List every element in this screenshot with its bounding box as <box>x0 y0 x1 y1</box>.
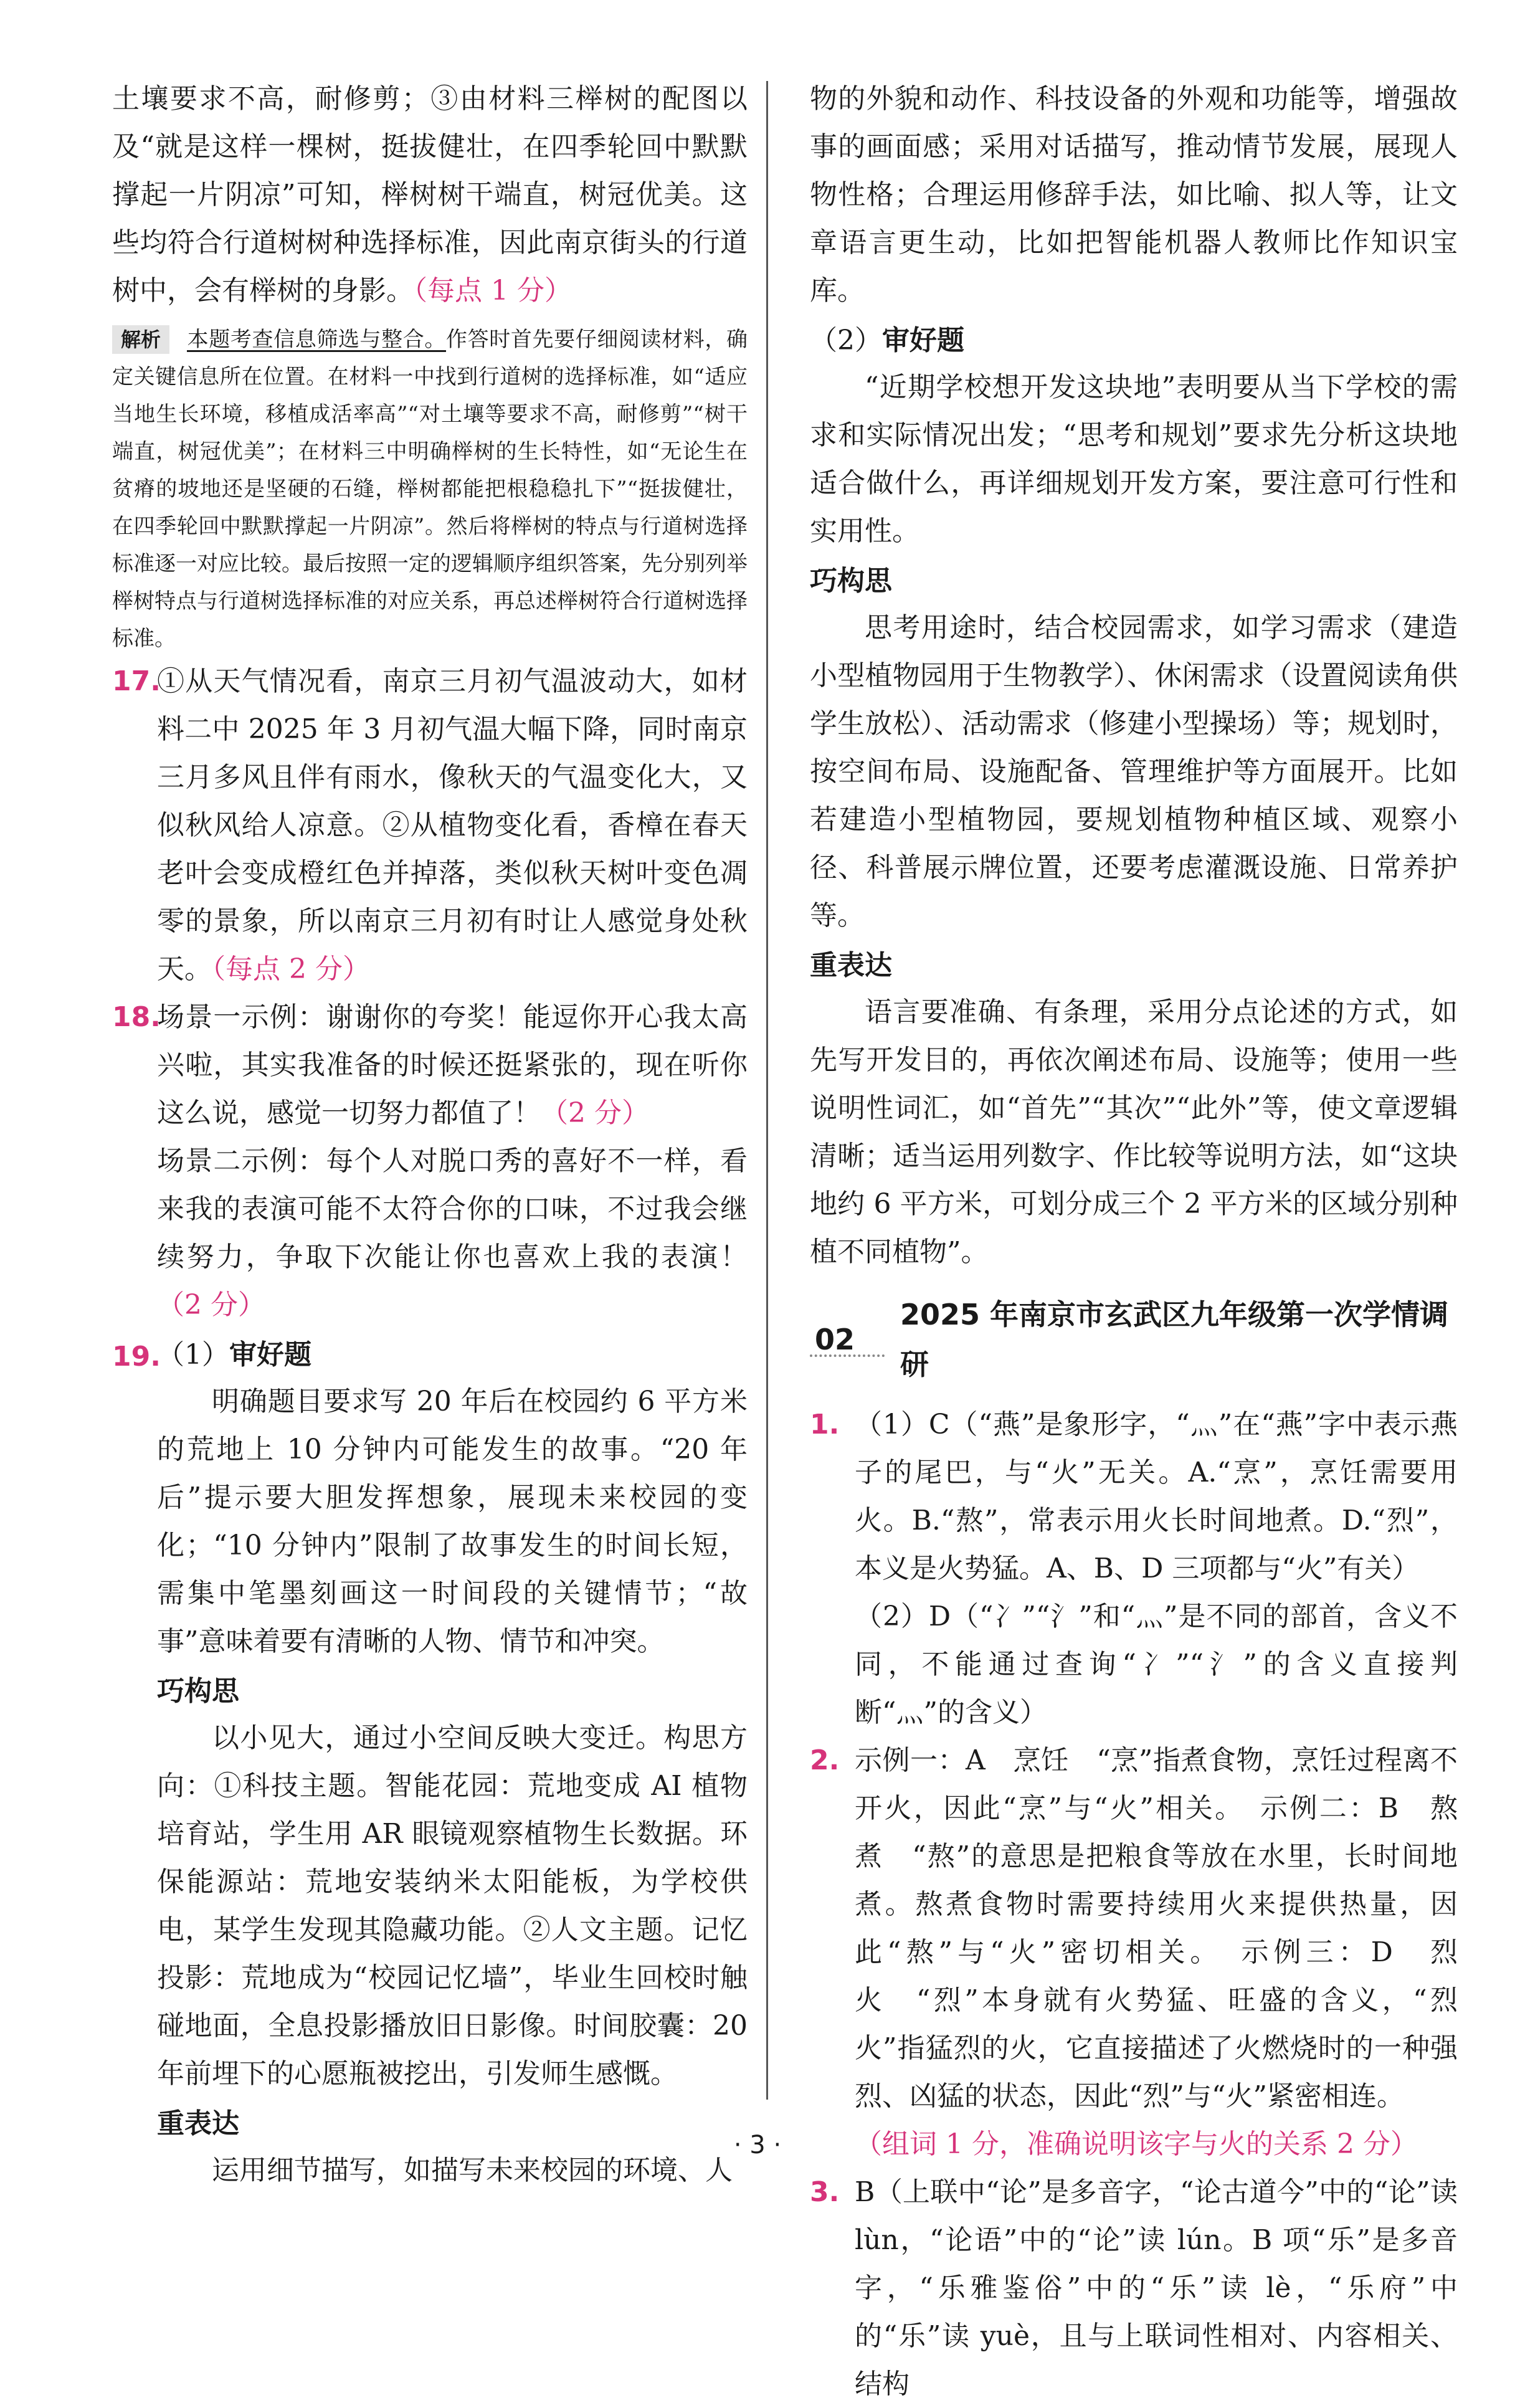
heading: 重表达 <box>810 949 892 981</box>
left-column <box>112 75 748 2194</box>
dotted-rule <box>810 1354 885 1357</box>
score-note: （2 分） <box>541 1097 649 1129</box>
right-column: 物的外貌和动作、科技设备的外观和功能等，增强故事的画面感；采用对话描写，推动情节发展，展现人物性格；合理运用修辞手法，如比喻、拟人等，让文章语言更生动，比如把智能机器人教师比作知识宝库。 （2）审好题 “近期学校想开发这块地”表明要从当下学校的需求和实际情况出发；“思考和规划”要求先分析这块地适合做什么，再详细规划开发方案，要注意可行性和实用性。 巧构思 思考用途时，结合校园需求，如学习需求（建造小型植物园用于生物教学）、休闲需求（设置阅读角供学生放松）、活动需求（修建小型操场）等；规划时，按空间布局、设施配备、管理维护等方面展开。比如若建造小型植物园，要规划植物种植区域、观察小径、科普展示牌位置，还要考虑灌溉设施、日常养护等。 重表达 语言要准确、有条理，采用分点论述的方式，如先写开发目的，再依次阐述布局、设施等；使用一些说明性词汇，如“首先”“其次”“此外”等，使文章逻辑清晰；适当运用列数字、作比较等说明方法，如“这块地约 6 平方米，可划分成三个 2 平方米的区域分别种植不同植物”。 02 2025 年南京市玄武区九年级第一次学情调研 1. （1）C（“燕”是象形字，“灬”在“燕”字中表示燕子的尾巴，与“火”无关。A.“烹”，烹饪需要用火。B.“熬”，常表示用火长时间地煮。D.“烈”，本义是火势猛。A、B、D 三项都与“火”有关） （2）D（“冫”“氵”和“灬”是不同的部首，含义不同，不能通过查询“冫”“氵”的含义直接判断“灬”的含义） 2. 示例一：A 烹饪 “烹”指煮食物，烹饪过程离不开火，因此“烹”与“火”相关。 示例二：B 熬煮 “熬”的意思是把粮食等放在水里，长时间地煮。熬煮食物时需要持续用火来提供热量，因此“熬”与“火”密切相关。 示例三：D 烈火 “烈”本身就有火势猛、旺盛的含义，“烈火”指猛烈的火，它直接描述了火燃烧时的一种强烈、凶猛的状态，因此“烈”与“火”紧密相连。 （组词 1 分，准确说明该字与火的关系 2 分） 3. B（上联中“论”是多音字，“论古道今”中的“论”读 lùn，“论语”中的“论”读 lún。B 项“乐”是多音字，“乐雅鉴俗”中的“乐”读 lè，“乐府”中的“乐”读 yuè，且与上联词性相对、内容相关、结构 <box>810 75 1458 2408</box>
question-number: 18. <box>112 1001 161 1033</box>
paragraph: 以小见大，通过小空间反映大变迁。构思方向：①科技主题。智能花园：荒地变成 AI 植物培育站，学生用 AR 眼镜观察植物生长数据。环保能源站：荒地安装纳米太阳能板，为学校供电，某学生发现其隐藏功能。②人文主题。记忆投影：荒地成为“校园记忆墙”，毕业生回校时触碰地面，全息投影播放旧日影像。时间胶囊：20 年前埋下的心愿瓶被挖出，引发师生感慨。 <box>157 1722 748 2090</box>
heading: 重表达 <box>157 2108 239 2139</box>
paragraph: 土壤要求不高，耐修剪；③由材料三榉树的配图以及“就是这样一棵树，挺拔健壮，在四季轮回中默默撑起一片阴凉”可知，榉树树干端直，树冠优美。这些均符合行道树树种选择标准，因此南京街头的行道树中，会有榉树的身影。（每点 1 分） <box>112 83 748 307</box>
question-number: 3. <box>810 2176 840 2208</box>
score-note: （2 分） <box>157 1289 265 1321</box>
paragraph: 语言要准确、有条理，采用分点论述的方式，如先写开发目的，再依次阐述布局、设施等；使用一些说明性词汇，如“首先”“其次”“此外”等，使文章逻辑清晰；适当运用列数字、作比较等说明方法，如“这块地约 6 平方米，可划分成三个 2 平方米的区域分别种植不同植物”。 <box>810 996 1458 1268</box>
heading: 巧构思 <box>157 1675 239 1707</box>
question-19: 19. （1）审好题 明确题目要求写 20 年后在校园约 6 平方米的荒地上 10 分钟内可能发生的故事。“20 年后”提示要大胆发挥想象，展现未来校园的变化；“10 分钟内”限制了故事发生的时间长短，需集中笔墨刻画这一时间段的关键情节；“故事”意味着要有清晰的人物、情节和冲突。 巧构思 以小见大，通过小空间反映大变迁。构思方向：①科技主题。智能花园：荒地变成 AI 植物培育站，学生用 AR 眼镜观察植物生长数据。环保能源站：荒地安装纳米太阳能板，为学校供电，某学生发现其隐藏功能。②人文主题。记忆投影：荒地成为“校园记忆墙”，毕业生回校时触碰地面，全息投影播放旧日影像。时间胶囊：20 年前埋下的心愿瓶被挖出，引发师生感慨。 重表达 运用细节描写，如描写未来校园的环境、人 <box>112 1333 748 2194</box>
paragraph: 运用细节描写，如描写未来校园的环境、人 <box>212 2154 733 2186</box>
score-note: （组词 1 分，准确说明该字与火的关系 2 分） <box>855 2128 1418 2160</box>
paragraph: “近期学校想开发这块地”表明要从当下学校的需求和实际情况出发；“思考和规划”要求先分析这块地适合做什么，再详细规划开发方案，要注意可行性和实用性。 <box>810 371 1458 547</box>
analysis-label: 解析 <box>112 325 169 354</box>
question-number: 2. <box>810 1744 840 1776</box>
question-1: 1. （1）C（“燕”是象形字，“灬”在“燕”字中表示燕子的尾巴，与“火”无关。A.“烹”，烹饪需要用火。B.“熬”，常表示用火长时间地煮。D.“烈”，本义是火势猛。A、B、D 三项都与“火”有关） （2）D（“冫”“氵”和“灬”是不同的部首，含义不同，不能通过查询“冫”“氵”的含义直接判断“灬”的含义） <box>810 1401 1458 1736</box>
question-number: 19. <box>112 1341 161 1373</box>
paragraph: 思考用途时，结合校园需求，如学习需求（建造小型植物园用于生物教学）、休闲需求（设置阅读角供学生放松）、活动需求（修建小型操场）等；规划时，按空间布局、设施配备、管理维护等方面展开。比如若建造小型植物园，要规划植物种植区域、观察小径、科普展示牌位置，还要考虑灌溉设施、日常养护等。 <box>810 612 1458 931</box>
score-note: （每点 1 分） <box>414 275 572 307</box>
section-header <box>810 1290 1458 1389</box>
heading: 审好题 <box>882 325 964 356</box>
section-title: 2025 年南京市玄武区九年级第一次学情调研 <box>900 1298 1449 1381</box>
question-3: 3. B（上联中“论”是多音字，“论古道今”中的“论”读 lùn，“论语”中的“论”读 lún。B 项“乐”是多音字，“乐雅鉴俗”中的“乐”读 lè，“乐府”中的“乐”读 yuè，且与上联词性相对、内容相关、结构 <box>810 2168 1458 2408</box>
analysis-block <box>112 321 748 657</box>
page-number: · 3 · <box>733 2131 782 2159</box>
heading: 审好题 <box>229 1339 311 1371</box>
section-number: 02 <box>815 1323 855 1356</box>
question-17: 17. ①从天气情况看，南京三月初气温波动大，如材料二中 2025 年 3 月初气温大幅下降，同时南京三月多风且伴有雨水，像秋天的气温变化大，又似秋风给人凉意。②从植物变化看，香樟在春天老叶会变成橙红色并掉落，类似秋天树叶变色凋零的景象，所以南京三月初有时让人感觉身处秋天。（每点 2 分） <box>112 657 748 993</box>
analysis-lead: 本题考查信息筛选与整合。 <box>187 327 447 352</box>
heading: 巧构思 <box>810 565 892 597</box>
column-divider <box>766 81 768 2100</box>
paragraph: 明确题目要求写 20 年后在校园约 6 平方米的荒地上 10 分钟内可能发生的故事。“20 年后”提示要大胆发挥想象，展现未来校园的变化；“10 分钟内”限制了故事发生的时间长短，需集中笔墨刻画这一时间段的关键情节；“故事”意味着要有清晰的人物、情节和冲突。 <box>157 1386 748 1657</box>
question-2: 2. 示例一：A 烹饪 “烹”指煮食物，烹饪过程离不开火，因此“烹”与“火”相关。 示例二：B 熬煮 “熬”的意思是把粮食等放在水里，长时间地煮。熬煮食物时需要持续用火来提供热量，因此“熬”与“火”密切相关。 示例三：D 烈火 “烈”本身就有火势猛、旺盛的含义，“烈火”指猛烈的火，它直接描述了火燃烧时的一种强烈、凶猛的状态，因此“烈”与“火”紧密相连。 （组词 1 分，准确说明该字与火的关系 2 分） <box>810 1736 1458 2168</box>
question-number: 1. <box>810 1409 840 1440</box>
paragraph: 物的外貌和动作、科技设备的外观和功能等，增强故事的画面感；采用对话描写，推动情节发展，展现人物性格；合理运用修辞手法，如比喻、拟人等，让文章语言更生动，比如把智能机器人教师比作知识宝库。 <box>810 83 1458 307</box>
question-18: 18. 场景一示例：谢谢你的夸奖！能逗你开心我太高兴啦，其实我准备的时候还挺紧张的，现在听你这么说，感觉一切努力都值了！（2 分） 场景二示例：每个人对脱口秀的喜好不一样，看来我的表演可能不太符合你的口味，不过我会继续努力，争取下次能让你也喜欢上我的表演！（2 分） <box>112 993 748 1329</box>
analysis-text: 作答时首先要仔细阅读材料，确定关键信息所在位置。在材料一中找到行道树的选择标准，如“适应当地生长环境，移植成活率高”“对土壤等要求不高，耐修剪”“树干端直，树冠优美”；在材料三中明确榉树的生长特性，如“无论生在贫瘠的坡地还是坚硬的石缝，榉树都能把根稳稳扎下”“挺拔健壮，在四季轮回中默默撑起一片阴凉”。然后将榉树的特点与行道树选择标准逐一对应比较。最后按照一定的逻辑顺序组织答案，先分别列举榉树特点与行道树选择标准的对应关系，再总述榉树符合行道树选择标准。 <box>112 327 748 651</box>
score-note: （每点 2 分） <box>212 953 370 985</box>
question-number: 17. <box>112 665 161 697</box>
